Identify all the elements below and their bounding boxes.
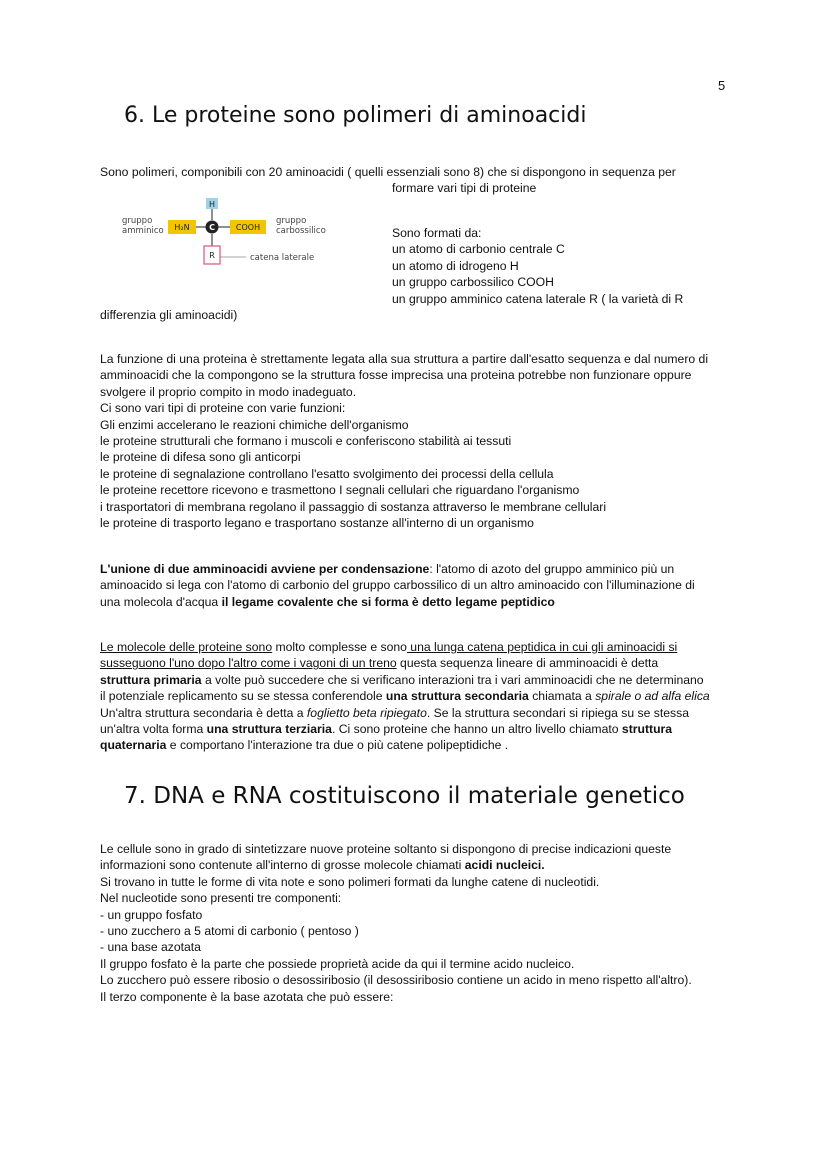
formed-by-item: un atomo di idrogeno H bbox=[392, 258, 519, 273]
formed-by-item: un atomo di carbonio centrale C bbox=[392, 242, 565, 257]
text: e comportano l'interazione tra due o più catene polipeptidiche . bbox=[166, 738, 509, 753]
side-chain-caption: catena laterale bbox=[250, 253, 315, 263]
carbon-label: C bbox=[209, 223, 215, 232]
italic-text: foglietto beta ripiegato bbox=[306, 705, 427, 720]
formed-by-item: un gruppo carbossilico COOH bbox=[392, 275, 554, 290]
amino-acid-diagram bbox=[118, 196, 338, 272]
text: Un'altra struttura secondaria è detta a bbox=[100, 705, 307, 720]
text-line: La funzione di una proteina è strettamente legata alla sua struttura a partire dall'esatto sequenza e dal numero di bbox=[100, 352, 709, 366]
intro-line-continued: formare vari tipi di proteine bbox=[392, 181, 537, 195]
bold-text: una struttura terziaria bbox=[206, 722, 332, 737]
text: . Ci sono proteine che hanno un altro livello chiamato bbox=[331, 722, 622, 737]
protein-function-paragraph bbox=[100, 351, 740, 531]
structure-paragraph bbox=[100, 639, 740, 754]
bold-text: quaternaria bbox=[100, 738, 167, 753]
section-6-intro bbox=[100, 164, 740, 180]
formed-by-item: un gruppo amminico catena laterale R ( la varietà di R bbox=[392, 291, 684, 306]
carboxyl-group-label: COOH bbox=[235, 223, 261, 232]
condensation-paragraph bbox=[100, 561, 740, 610]
carboxyl-caption-1: gruppo bbox=[276, 216, 307, 226]
text-line bbox=[100, 655, 740, 671]
text-line bbox=[100, 672, 740, 688]
amino-caption-2: amminico bbox=[122, 226, 164, 236]
text-line: le proteine recettore ricevono e trasmettono I segnali cellulari che riguardano l'organismo bbox=[100, 483, 580, 498]
amino-caption-1: gruppo bbox=[122, 216, 153, 226]
carboxyl-caption-2: carbossilico bbox=[276, 226, 326, 236]
text: : l'atomo di azoto del gruppo amminico più un bbox=[429, 562, 675, 576]
text-line: aminoacido si lega con l'atomo di carbonio del gruppo carbossilico di un altro aminoacido con l'illuminazione di bbox=[100, 578, 695, 593]
text-line bbox=[100, 561, 740, 577]
text-line: svolgere il proprio compito in modo inadeguato. bbox=[100, 384, 357, 399]
text-line bbox=[100, 737, 740, 753]
text-line: Gli enzimi accelerano le reazioni chimiche dell'organismo bbox=[100, 417, 409, 432]
text-line bbox=[100, 639, 740, 655]
bold-text: una struttura secondaria bbox=[385, 689, 529, 704]
amino-group-label: H₂N bbox=[174, 223, 190, 232]
text-line: le proteine di segnalazione controllano l'esatto svolgimento dei processi della cellula bbox=[100, 466, 554, 481]
text-line: Il gruppo fosfato è la parte che possiede proprietà acide da qui il termine acido nucleico. bbox=[100, 956, 575, 971]
text-line: Lo zucchero può essere ribosio o desossiribosio (il desossiribosio contiene un acido in meno rispetto all'altro). bbox=[100, 973, 692, 988]
bold-text: acidi nucleici. bbox=[464, 858, 545, 873]
text-line: amminoacidi che la compongono se la struttura fosse imprecisa una proteina potrebbe non funzionare oppure bbox=[100, 368, 692, 383]
bold-text: il legame covalente che si forma è detto legame peptidico bbox=[221, 594, 555, 609]
text-line bbox=[100, 594, 740, 610]
text-line bbox=[100, 857, 740, 873]
text-line: le proteine di difesa sono gli anticorpi bbox=[100, 450, 301, 465]
text: informazioni sono contenute all'interno di grosse molecole chiamati bbox=[100, 858, 465, 873]
bold-text: struttura bbox=[621, 722, 673, 737]
text-line: Si trovano in tutte le forme di vita note e sono polimeri formati da lunghe catene di nucleotidi. bbox=[100, 874, 600, 889]
nucleic-acids-paragraph bbox=[100, 841, 740, 1005]
section-6-title: 6. Le proteine sono polimeri di aminoacidi bbox=[124, 103, 587, 128]
underlined-text: una lunga catena peptidica in cui gli aminoacidi si bbox=[406, 640, 678, 654]
text: un'altra volta forma bbox=[100, 722, 207, 737]
text-line: - un gruppo fosfato bbox=[100, 907, 203, 922]
text: a volte può succedere che si verificano interazioni tra i vari amminoacidi che ne determinano bbox=[201, 672, 704, 687]
text-line: Il terzo componente è la base azotata che può essere: bbox=[100, 989, 394, 1004]
bold-text: struttura primaria bbox=[100, 672, 202, 687]
text: molto complesse e sono bbox=[272, 640, 407, 654]
text: . Se la struttura secondari si ripiega su se stessa bbox=[426, 705, 690, 720]
text-line: Ci sono vari tipi di proteine con varie funzioni: bbox=[100, 401, 346, 416]
text-line: - uno zucchero a 5 atomi di carbonio ( pentoso ) bbox=[100, 924, 359, 939]
underlined-text: susseguono l'uno dopo l'altro come i vagoni di un treno bbox=[100, 656, 397, 671]
hydrogen-label: H bbox=[208, 200, 216, 209]
text: una molecola d'acqua bbox=[100, 594, 222, 609]
formed-by-list bbox=[392, 225, 683, 307]
side-chain-label: R bbox=[209, 251, 215, 260]
text-line: - una base azotata bbox=[100, 940, 201, 955]
page-number: 5 bbox=[718, 78, 726, 93]
text-line bbox=[100, 705, 740, 721]
text-line: Le cellule sono in grado di sintetizzare nuove proteine soltanto si dispongono di precise indicazioni queste bbox=[100, 842, 672, 856]
text-line: le proteine di trasporto legano e trasportano sostanze all'interno di un organismo bbox=[100, 516, 534, 531]
text-line: Nel nucleotide sono presenti tre componenti: bbox=[100, 891, 342, 906]
formed-by-item: Sono formati da: bbox=[392, 226, 482, 240]
text-line bbox=[100, 688, 740, 704]
italic-text: spirale o ad alfa elica bbox=[595, 689, 710, 704]
text-line: le proteine strutturali che formano i muscoli e conferiscono stabilità ai tessuti bbox=[100, 434, 512, 449]
text: chiamata a bbox=[528, 689, 596, 704]
intro-line: Sono polimeri, componibili con 20 aminoacidi ( quelli essenziali sono 8) che si dispongono in sequenza per bbox=[100, 165, 676, 179]
section-7-title: 7. DNA e RNA costituiscono il materiale genetico bbox=[124, 783, 685, 809]
text-line bbox=[100, 721, 740, 737]
text-line: i trasportatori di membrana regolano il passaggio di sostanza attraverso le membrane cellulari bbox=[100, 499, 607, 514]
underlined-text: Le molecole delle proteine sono bbox=[100, 640, 273, 654]
text: questa sequenza lineare di amminoacidi è detta bbox=[396, 656, 659, 671]
formed-by-tail: differenzia gli aminoacidi) bbox=[100, 308, 238, 322]
bold-text: L'unione di due amminoacidi avviene per condensazione bbox=[100, 562, 430, 576]
text: il potenziale replicamento su se stessa conferendole bbox=[100, 689, 386, 704]
